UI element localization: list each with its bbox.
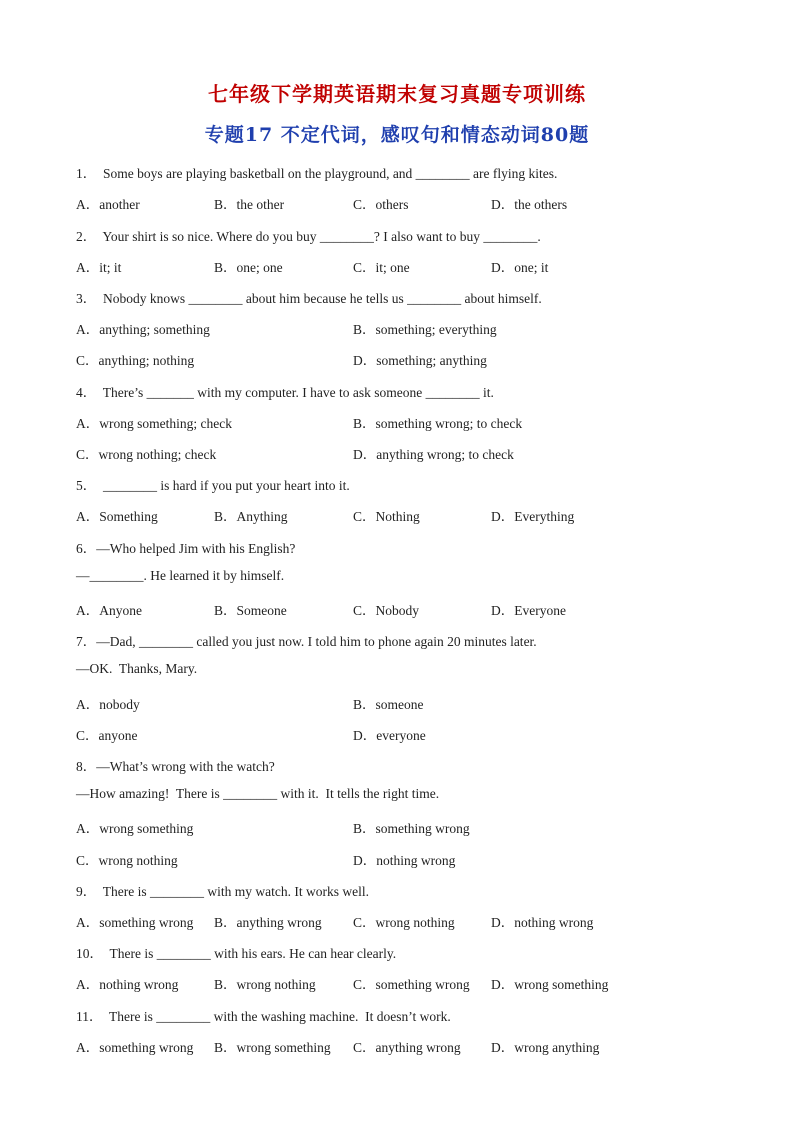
question-7-option-c: C．anyone bbox=[76, 728, 138, 743]
page-subtitle: 专题17 不定代词，感叹句和情态动词80题 bbox=[204, 124, 590, 146]
question-6-option-b: B．Someone bbox=[214, 603, 287, 618]
question-6-option-c: C．Nobody bbox=[353, 603, 420, 618]
question-9-option-d: D．nothing wrong bbox=[491, 915, 594, 930]
question-6-stem-line-2: —________. He learned it by himself. bbox=[76, 568, 285, 583]
question-10-stem: 10． There is ________ with his ears. He can hear clearly. bbox=[76, 946, 397, 961]
question-1-option-c: C．others bbox=[353, 197, 409, 212]
question-3-option-a: A．anything; something bbox=[76, 322, 210, 337]
question-2-option-d: D．one; it bbox=[491, 260, 549, 275]
question-9-option-a: A．something wrong bbox=[76, 915, 194, 930]
question-8-option-a: A．wrong something bbox=[76, 821, 194, 836]
question-11-option-c: C．anything wrong bbox=[353, 1040, 461, 1055]
question-2-stem: 2． Your shirt is so nice. Where do you buy ________? I also want to buy ________. bbox=[76, 229, 541, 244]
question-4-option-a: A．wrong something; check bbox=[76, 416, 232, 431]
question-6-stem: 6．—Who helped Jim with his English? bbox=[76, 541, 296, 556]
question-4-option-d: D．anything wrong; to check bbox=[353, 447, 514, 462]
page-title: 七年级下学期英语期末复习真题专项训练 bbox=[208, 82, 586, 106]
question-11-stem: 11． There is ________ with the washing machine. It doesn’t work. bbox=[76, 1009, 451, 1024]
question-9-option-c: C．wrong nothing bbox=[353, 915, 455, 930]
question-10-option-c: C．something wrong bbox=[353, 977, 470, 992]
question-3-option-d: D．something; anything bbox=[353, 353, 487, 368]
question-5-option-a: A．Something bbox=[76, 509, 158, 524]
question-1-option-a: A．another bbox=[76, 197, 140, 212]
question-6-option-d: D．Everyone bbox=[491, 603, 566, 618]
question-7-stem-line-2: —OK. Thanks, Mary. bbox=[76, 661, 198, 676]
question-4-option-b: B．something wrong; to check bbox=[353, 416, 523, 431]
question-8-option-d: D．nothing wrong bbox=[353, 853, 456, 868]
question-6-option-a: A．Anyone bbox=[76, 603, 142, 618]
question-2-option-b: B．one; one bbox=[214, 260, 283, 275]
question-5-option-b: B．Anything bbox=[214, 509, 288, 524]
question-9-option-b: B．anything wrong bbox=[214, 915, 322, 930]
question-11-option-d: D．wrong anything bbox=[491, 1040, 600, 1055]
question-10-option-d: D．wrong something bbox=[491, 977, 609, 992]
question-1-stem: 1． Some boys are playing basketball on the playground, and ________ are flying kites. bbox=[76, 166, 558, 181]
question-11-option-b: B．wrong something bbox=[214, 1040, 331, 1055]
question-8-stem-line-2: —How amazing! There is ________ with it. It tells the right time. bbox=[76, 786, 440, 801]
question-1-option-b: B．the other bbox=[214, 197, 285, 212]
question-7-option-b: B．someone bbox=[353, 697, 424, 712]
question-10-option-b: B．wrong nothing bbox=[214, 977, 316, 992]
question-9-stem: 9． There is ________ with my watch. It works well. bbox=[76, 884, 369, 899]
question-5-stem: 5． ________ is hard if you put your heart into it. bbox=[76, 478, 350, 493]
question-7-stem: 7．—Dad, ________ called you just now. I told him to phone again 20 minutes later. bbox=[76, 634, 537, 649]
question-7-option-d: D．everyone bbox=[353, 728, 426, 743]
question-8-stem: 8．—What’s wrong with the watch? bbox=[76, 759, 275, 774]
question-1-option-d: D．the others bbox=[491, 197, 568, 212]
question-3-option-b: B．something; everything bbox=[353, 322, 497, 337]
question-4-stem: 4． There’s _______ with my computer. I have to ask someone ________ it. bbox=[76, 385, 494, 400]
question-8-option-b: B．something wrong bbox=[353, 821, 470, 836]
question-5-option-d: D．Everything bbox=[491, 509, 575, 524]
question-2-option-c: C．it; one bbox=[353, 260, 410, 275]
question-4-option-c: C．wrong nothing; check bbox=[76, 447, 217, 462]
question-8-option-c: C．wrong nothing bbox=[76, 853, 178, 868]
question-3-option-c: C．anything; nothing bbox=[76, 353, 195, 368]
question-5-option-c: C．Nothing bbox=[353, 509, 420, 524]
question-2-option-a: A．it; it bbox=[76, 260, 122, 275]
question-3-stem: 3． Nobody knows ________ about him because he tells us ________ about himself. bbox=[76, 291, 542, 306]
question-10-option-a: A．nothing wrong bbox=[76, 977, 179, 992]
question-11-option-a: A．something wrong bbox=[76, 1040, 194, 1055]
question-7-option-a: A．nobody bbox=[76, 697, 140, 712]
